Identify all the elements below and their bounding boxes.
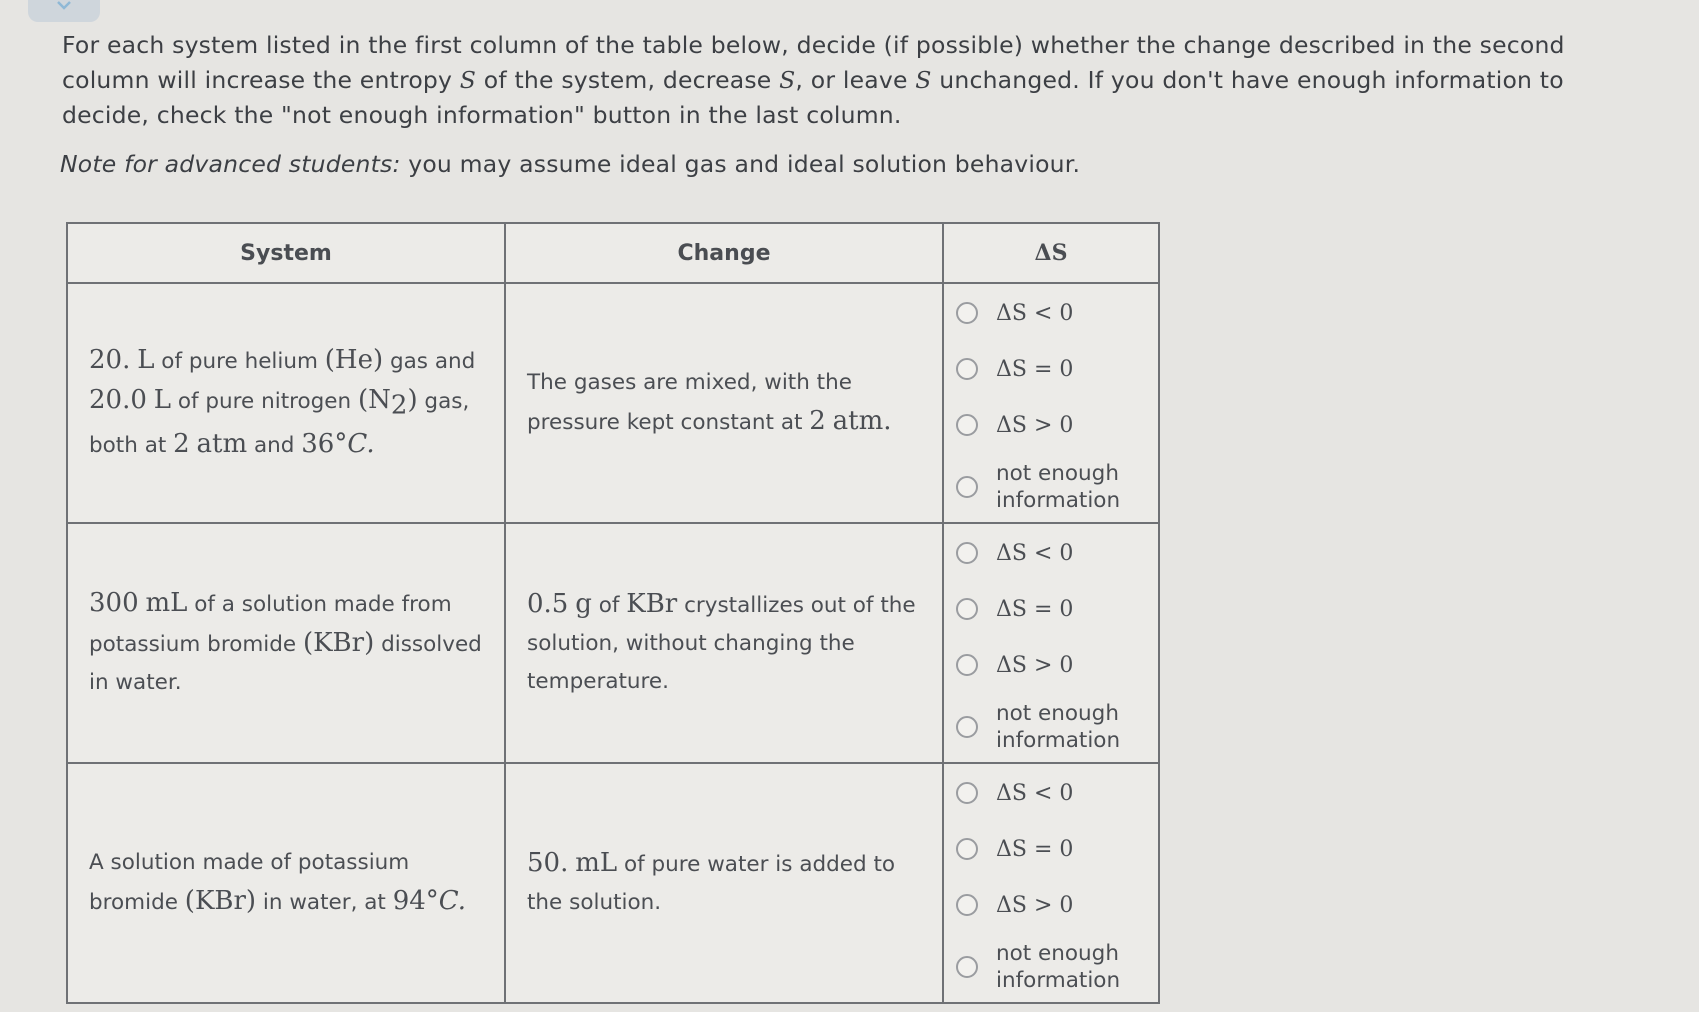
header-system: System: [67, 223, 505, 283]
options-cell: [943, 523, 1159, 763]
radio-button[interactable]: [956, 782, 978, 804]
option-not-enough-info[interactable]: not enough information: [944, 453, 1158, 521]
radio-button[interactable]: [956, 542, 978, 564]
radio-button[interactable]: [956, 302, 978, 324]
option-delta-s-zero[interactable]: ΔS = 0: [944, 581, 1158, 637]
change-cell: 50. mL of pure water is added to the solution.: [505, 763, 943, 1003]
radio-button[interactable]: [956, 894, 978, 916]
option-not-enough-info[interactable]: not enough information: [944, 933, 1158, 1001]
option-delta-s-positive[interactable]: ΔS > 0: [944, 637, 1158, 693]
table-row: [67, 523, 1159, 763]
header-change: Change: [505, 223, 943, 283]
header-row: [67, 223, 1159, 283]
change-cell: 0.5 g of KBr crystallizes out of the solution, without changing the temperature.: [505, 523, 943, 763]
option-delta-s-negative[interactable]: ΔS < 0: [944, 285, 1158, 341]
option-not-enough-info[interactable]: not enough information: [944, 693, 1158, 761]
system-cell: A solution made of potassium bromide (KBr) in water, at 94°C.: [67, 763, 505, 1003]
system-cell: 300 mL of a solution made from potassium bromide (KBr) dissolved in water.: [67, 523, 505, 763]
option-delta-s-positive[interactable]: ΔS > 0: [944, 877, 1158, 933]
option-delta-s-negative[interactable]: ΔS < 0: [944, 765, 1158, 821]
entropy-table: [66, 222, 1160, 1004]
option-delta-s-zero[interactable]: ΔS = 0: [944, 341, 1158, 397]
chevron-down-icon: [56, 0, 72, 10]
radio-button[interactable]: [956, 956, 978, 978]
options-cell: [943, 283, 1159, 523]
option-delta-s-zero[interactable]: ΔS = 0: [944, 821, 1158, 877]
note-label: Note for advanced students:: [60, 150, 401, 178]
collapse-tab[interactable]: [28, 0, 100, 22]
table-row: [67, 763, 1159, 1003]
radio-button[interactable]: [956, 476, 978, 498]
radio-button[interactable]: [956, 598, 978, 620]
note-text: you may assume ideal gas and ideal solution behaviour.: [400, 150, 1081, 178]
radio-button[interactable]: [956, 654, 978, 676]
option-delta-s-negative[interactable]: ΔS < 0: [944, 525, 1158, 581]
question-instructions: For each system listed in the first column of the table below, decide (if possible) whether the change described in the second column will increase the entropy S of the system, decrease S, or leave S unchanged. If you don't have enough information to decide, check the "not enough information" button in the last column.: [62, 31, 1565, 129]
change-cell: The gases are mixed, with the pressure kept constant at 2 atm.: [505, 283, 943, 523]
advanced-note: [60, 150, 1080, 178]
radio-button[interactable]: [956, 838, 978, 860]
system-cell: 20. L of pure helium (He) gas and 20.0 L of pure nitrogen $(N_2)$ gas, both at 2 atm and 36°C.: [67, 283, 505, 523]
options-cell: [943, 763, 1159, 1003]
radio-button[interactable]: [956, 358, 978, 380]
header-delta-s: ΔS: [943, 223, 1159, 283]
option-delta-s-positive[interactable]: ΔS > 0: [944, 397, 1158, 453]
radio-button[interactable]: [956, 414, 978, 436]
radio-button[interactable]: [956, 716, 978, 738]
table-row: [67, 283, 1159, 523]
